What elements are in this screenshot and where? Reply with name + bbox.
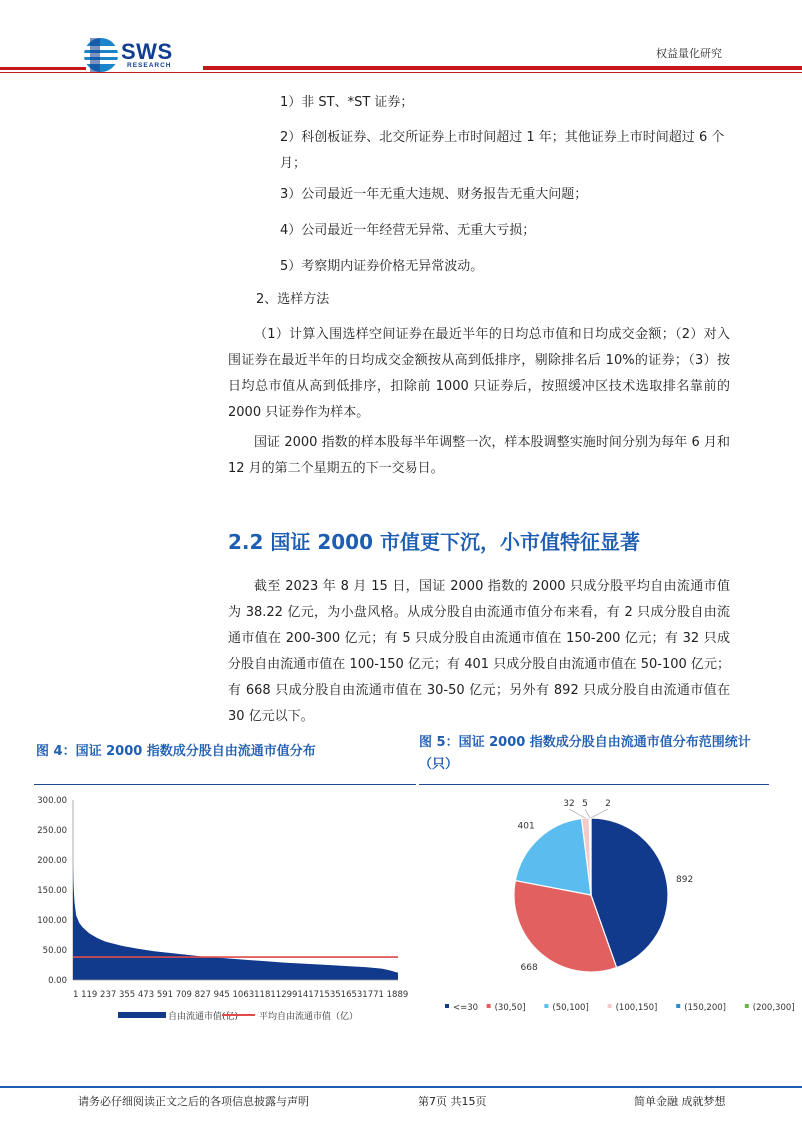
legend-swatch [745, 1004, 749, 1008]
criteria-item-2: 2）科创板证券、北交所证券上市时间超过 1 年；其他证券上市时间超过 6 个月； [280, 130, 725, 171]
header-rule-thin [0, 72, 802, 73]
figure-4-title: 图 4：国证 2000 指数成分股自由流通市值分布 [36, 744, 316, 759]
legend-average: 平均自由流通市值（亿） [259, 1012, 359, 1022]
legend-swatch-market-cap [118, 1012, 166, 1018]
legend-label: <=30 [453, 1003, 479, 1013]
footer-rule [0, 1086, 802, 1088]
legend-swatch [544, 1004, 548, 1008]
method-heading: 2、选样方法 [256, 292, 330, 307]
figure-5-chart [419, 788, 795, 1023]
legend-label: (30,50] [494, 1003, 526, 1013]
header-rule-right [203, 66, 802, 70]
y-tick-label: 100.00 [37, 916, 67, 926]
figure-5-title: 图 5：国证 2000 指数成分股自由流通市值分布范围统计（只） [419, 735, 751, 772]
pie-data-label: 32 [563, 799, 575, 809]
pie-data-label: 2 [605, 799, 611, 809]
method-paragraph: （1）计算入围选样空间证券在最近半年的日均总市值和日均成交金额；（2）对入围证券在最近半年的日均成交金额按从高到低排序，剔除排名后 10%的证券；（3）按日均总市值从高到低排序，扣除前 1000 只证券后，按照缓冲区技术选取排名靠前的 2000 只证券作为样本。 [228, 327, 730, 420]
legend-swatch [608, 1004, 612, 1008]
header-category: 权益量化研究 [656, 47, 722, 60]
pie-data-label: 668 [520, 963, 538, 973]
legend-swatch [487, 1004, 491, 1008]
legend-swatch [445, 1004, 449, 1008]
legend-label: (100,150] [615, 1003, 658, 1013]
header-rule-left [0, 67, 86, 70]
pie-leader-line [569, 809, 585, 818]
legend-label: (50,100] [552, 1003, 589, 1013]
figure-5-rule [419, 784, 769, 785]
pie-leader-line [585, 809, 590, 818]
summary-paragraph: 截至 2023 年 8 月 15 日，国证 2000 指数的 2000 只成分股平均自由流通市值为 38.22 亿元，为小盘风格。从成分股自由流通市值分布来看，有 2 只成分股自由流通市值在 200-300 亿元；有 5 只成分股自由流通市值在 150-200 亿元；有 32 只成分股自由流通市值在 100-150 亿元；有 401 只成分股自由流通市值在 50-100 亿元；有 668 只成分股自由流通市值在 30-50 亿元；另外有 892 只成分股自由流通市值在 30 亿元以下。 [228, 579, 730, 724]
pie-data-label: 5 [582, 799, 588, 809]
y-tick-label: 200.00 [37, 856, 67, 866]
logo-icon [84, 38, 118, 72]
criteria-item-5: 5）考察期内证券价格无异常波动。 [280, 259, 484, 274]
footer-slogan: 简单金融 成就梦想 [634, 1095, 726, 1108]
y-tick-label: 0.00 [48, 976, 67, 986]
y-tick-label: 150.00 [37, 886, 67, 896]
criteria-item-1: 1）非 ST、*ST 证券； [280, 95, 414, 110]
footer-disclaimer: 请务必仔细阅读正文之后的各项信息披露与声明 [78, 1095, 309, 1108]
criteria-item-4: 4）公司最近一年经营无异常、无重大亏损； [280, 223, 536, 238]
legend-label: (150,200] [684, 1003, 726, 1013]
y-tick-label: 250.00 [37, 826, 67, 836]
figure-4-rule [34, 784, 416, 785]
adjust-paragraph: 国证 2000 指数的样本股每半年调整一次，样本股调整实施时间分别为每年 6 月和 12 月的第二个星期五的下一交易日。 [228, 435, 730, 476]
pie-data-label: 892 [676, 875, 694, 885]
page-number: 第7页 共15页 [418, 1095, 487, 1108]
logo-text: SWS [121, 39, 173, 64]
logo-subtitle: RESEARCH [127, 62, 172, 69]
legend-label: (200,300] [752, 1003, 795, 1013]
figure-4-chart [30, 788, 410, 1028]
y-tick-label: 50.00 [42, 946, 67, 956]
pie-leader-line [591, 809, 608, 818]
y-tick-label: 300.00 [37, 796, 67, 806]
legend-market-cap: 自由流通市值(亿) [168, 1012, 239, 1022]
section-title: 2.2 国证 2000 市值更下沉，小市值特征显著 [228, 530, 640, 554]
criteria-item-3: 3）公司最近一年无重大违规、财务报告无重大问题； [280, 187, 588, 202]
x-tick-labels: 1 119 237 355 473 591 709 827 945 1063118112991417153516531771 1889 [73, 990, 409, 1000]
legend-swatch [676, 1004, 680, 1008]
market-cap-area [73, 866, 398, 980]
pie-data-label: 401 [517, 821, 535, 832]
